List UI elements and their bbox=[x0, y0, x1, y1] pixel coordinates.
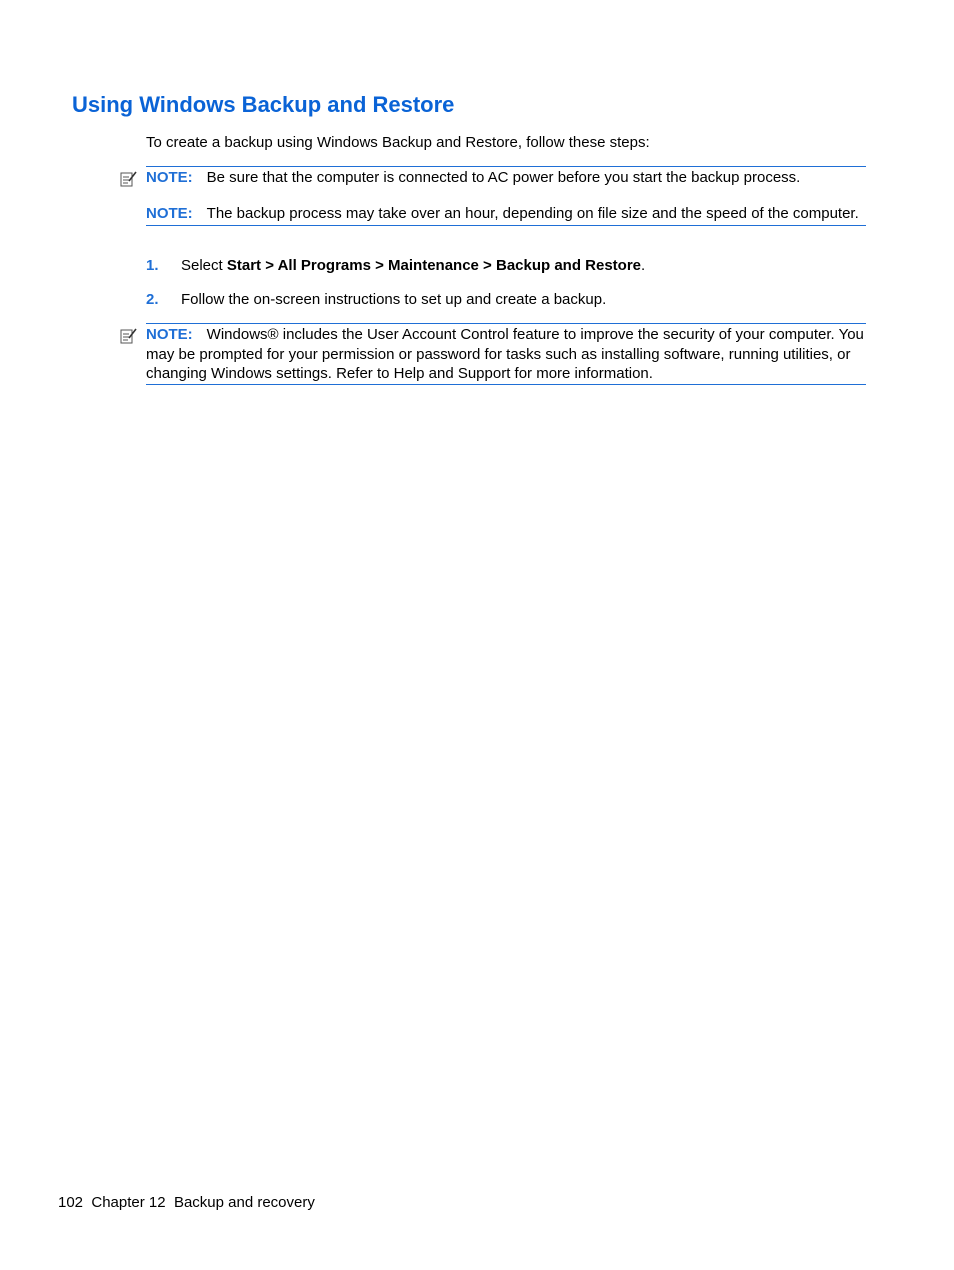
note-paragraph bbox=[146, 325, 866, 384]
step-text: Follow the on-screen instructions to set up and create a backup. bbox=[181, 291, 607, 308]
note-paragraph bbox=[146, 204, 866, 224]
note-box-power bbox=[146, 166, 866, 226]
step-suffix: . bbox=[641, 257, 646, 274]
note-label: NOTE: bbox=[146, 169, 193, 186]
note-box-uac bbox=[146, 323, 866, 385]
intro-text: To create a backup using Windows Backup and Restore, follow these steps: bbox=[146, 134, 650, 151]
page-title: Using Windows Backup and Restore bbox=[72, 92, 455, 117]
note-label: NOTE: bbox=[146, 326, 193, 343]
step-item bbox=[146, 290, 606, 309]
note-paragraph bbox=[146, 168, 866, 188]
note-text: Windows® includes the User Account Control feature to improve the security of your computer. You may be prompted for your permission or password for tasks such as installing software, running utilities, or changing Windows settings. Refer to Help and Support for more information. bbox=[146, 326, 864, 382]
step-text bbox=[181, 256, 645, 275]
footer-title: Backup and recovery bbox=[173, 1194, 315, 1211]
page-footer bbox=[58, 1193, 315, 1212]
footer-chapter: Chapter 12 bbox=[91, 1194, 166, 1211]
note-text: The backup process may take over an hour, depending on file size and the speed of the computer. bbox=[206, 204, 859, 222]
note-pencil-icon bbox=[120, 327, 137, 344]
note-text: Be sure that the computer is connected to AC power before you start the backup process. bbox=[206, 169, 801, 186]
note-label: NOTE: bbox=[146, 204, 193, 222]
step-number: 1. bbox=[146, 257, 159, 274]
step-number: 2. bbox=[146, 291, 159, 308]
page-number: 102 bbox=[58, 1194, 84, 1211]
note-pencil-icon bbox=[120, 170, 137, 187]
step-item bbox=[146, 256, 645, 275]
step-prefix: Select bbox=[181, 257, 227, 274]
step-menu-path: Start > All Programs > Maintenance > Backup and Restore bbox=[226, 257, 642, 274]
